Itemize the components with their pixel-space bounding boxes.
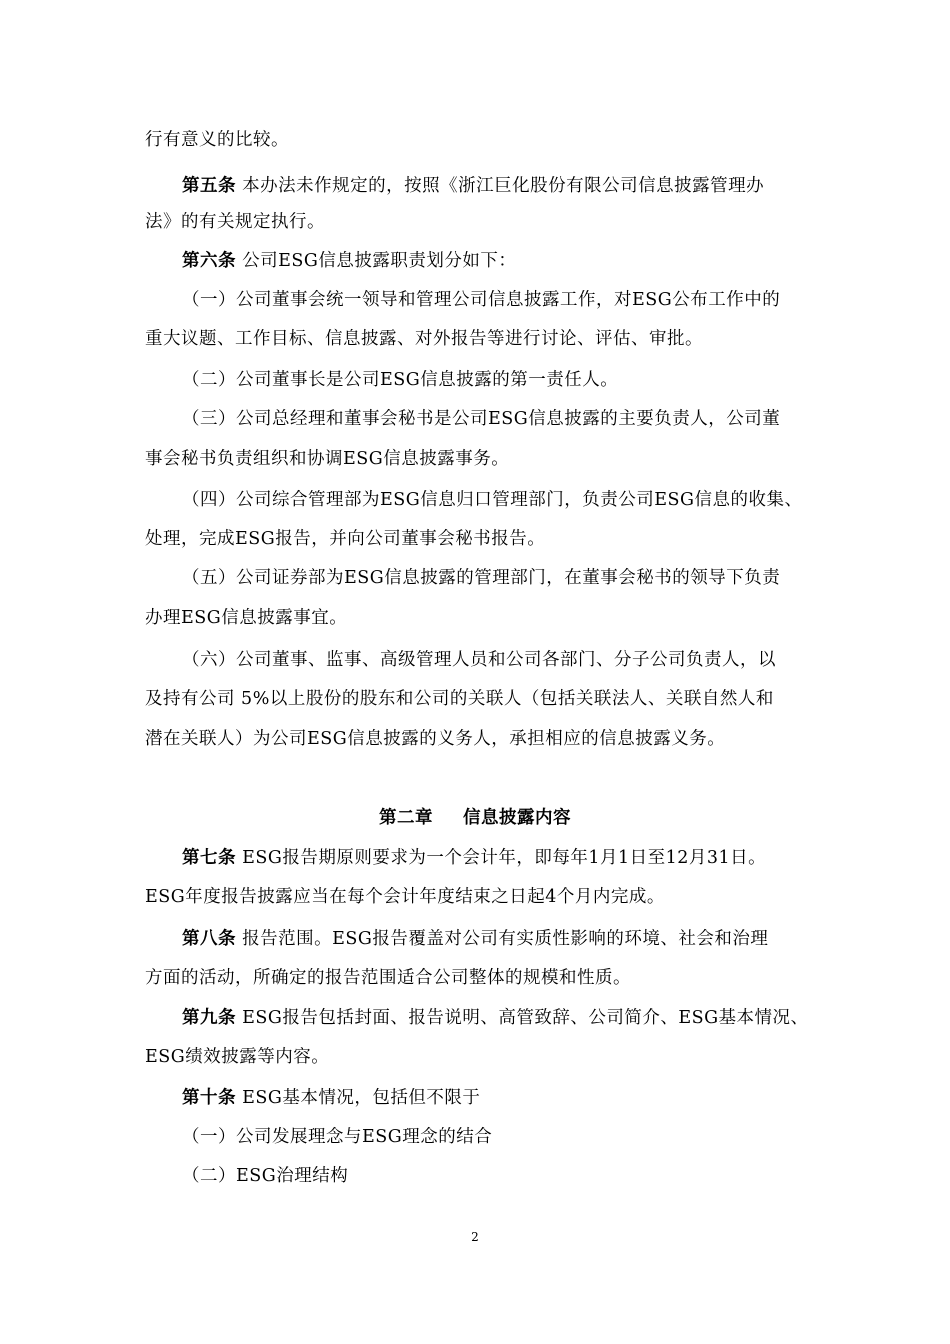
article-label: 第七条 [182,848,236,868]
list-item-line: （二）ESG治理结构 [182,1166,349,1186]
article-6-line [182,249,852,273]
paragraph-line: 潜在关联人）为公司ESG信息披露的义务人，承担相应的信息披露义务。 [145,729,726,749]
article-text: 报告范围。ESG报告覆盖对公司有实质性影响的环境、社会和治理 [242,929,769,949]
paragraph-line: 办理ESG信息披露事宜。 [145,608,348,628]
article-label: 第九条 [182,1008,236,1028]
article-9-line [182,1006,852,1030]
article-label: 第六条 [182,251,236,271]
article-label: 第八条 [182,929,236,949]
list-item-line: （四）公司综合管理部为ESG信息归口管理部门，负责公司ESG信息的收集、 [182,490,803,510]
paragraph-line: 及持有公司 5%以上股份的股东和公司的关联人（包括关联法人、关联自然人和 [145,689,774,709]
list-item-line: （一）公司发展理念与ESG理念的结合 [182,1127,493,1147]
article-text: 本办法未作规定的，按照《浙江巨化股份有限公司信息披露管理办 [242,176,765,196]
paragraph-line: 行有意义的比较。 [145,130,289,150]
paragraph-line: 处理，完成ESG报告，并向公司董事会秘书报告。 [145,529,546,549]
paragraph-line: 事会秘书负责组织和协调ESG信息披露事务。 [145,449,510,469]
article-7-line [182,846,852,870]
article-text: ESG基本情况，包括但不限于 [242,1088,481,1108]
paragraph-line: 法》的有关规定执行。 [145,212,325,232]
list-item-line: （二）公司董事长是公司ESG信息披露的第一责任人。 [182,370,619,390]
page-number: 2 [471,1230,479,1244]
paragraph-line: ESG年度报告披露应当在每个会计年度结束之日起4个月内完成。 [145,887,665,907]
paragraph-line: 方面的活动，所确定的报告范围适合公司整体的规模和性质。 [145,968,631,988]
list-item-line: （三）公司总经理和董事会秘书是公司ESG信息披露的主要负责人，公司董 [182,409,781,429]
article-text: ESG报告期原则要求为一个会计年，即每年1月1日至12月31日。 [242,848,767,868]
list-item-line: （五）公司证券部为ESG信息披露的管理部门，在董事会秘书的领导下负责 [182,568,781,588]
chapter-heading [0,806,950,830]
article-text: ESG报告包括封面、报告说明、高管致辞、公司简介、ESG基本情况、 [242,1008,809,1028]
paragraph-line: 重大议题、工作目标、信息披露、对外报告等进行讨论、评估、审批。 [145,329,703,349]
article-8-line [182,927,852,951]
chapter-title: 信息披露内容 [463,808,571,828]
list-item-line: （六）公司董事、监事、高级管理人员和公司各部门、分子公司负责人，以 [182,650,776,670]
article-label: 第十条 [182,1088,236,1108]
list-item-line: （一）公司董事会统一领导和管理公司信息披露工作，对ESG公布工作中的 [182,290,781,310]
chapter-number: 第二章 [379,808,433,828]
article-10-line [182,1086,852,1110]
article-label: 第五条 [182,176,236,196]
article-5-line [182,174,852,198]
article-text: 公司ESG信息披露职责划分如下： [242,251,517,271]
paragraph-line: ESG绩效披露等内容。 [145,1047,330,1067]
